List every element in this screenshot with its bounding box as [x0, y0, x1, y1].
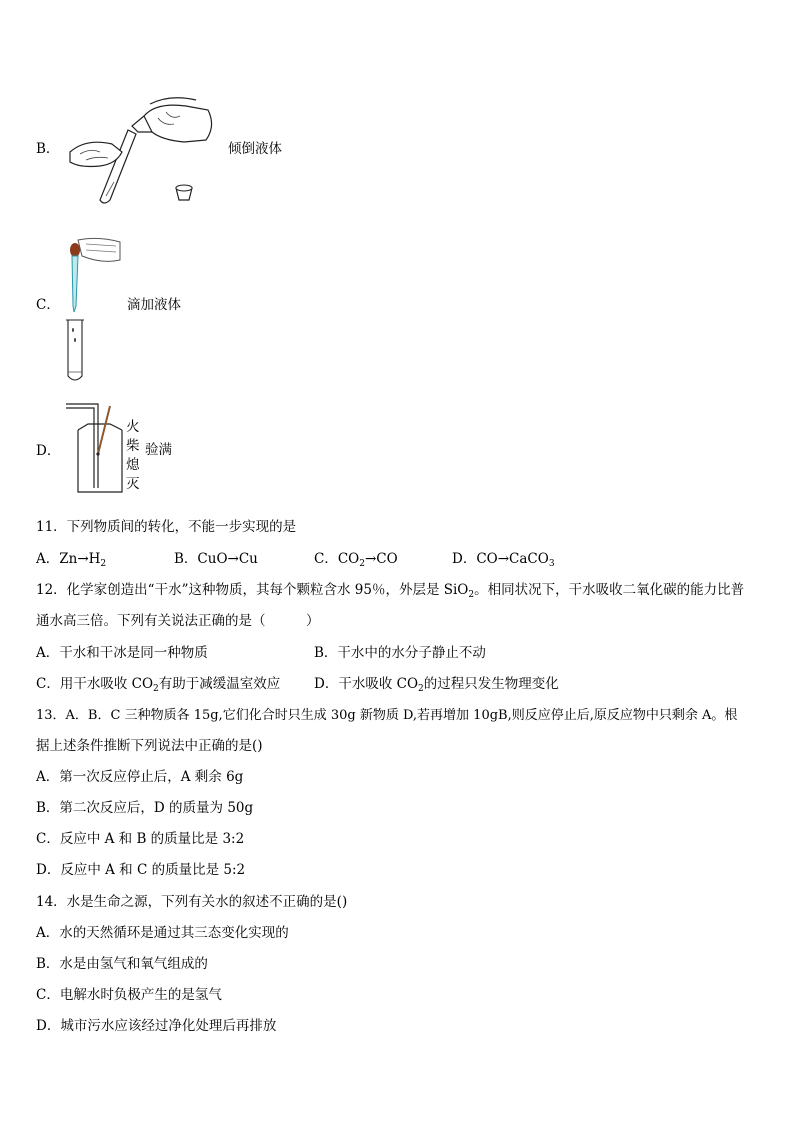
gas-bottle-illustration	[64, 400, 124, 496]
match-label-4: 灭	[126, 476, 140, 492]
q12-option-d: D．干水吸收 $CO_2$的过程只发生物理变化	[314, 676, 559, 694]
q12-option-a: A．干水和干冰是同一种物质	[36, 645, 208, 661]
q14-option-a: A．水的天然循环是通过其三态变化实现的	[36, 925, 289, 941]
option-d-label: D．	[36, 443, 61, 459]
match-label-1: 火	[126, 419, 140, 435]
option-b-caption: 倾倒液体	[228, 141, 282, 157]
q14-option-b: B．水是由氢气和氧气组成的	[36, 956, 208, 972]
question-13-stem-line1: 13．A．B．C 三种物质各 15g,它们化合时只生成 30g 新物质 D,若再增加 10gB,则反应停止后,原反应物中只剩余 A。根	[36, 708, 738, 723]
q13-option-a: A．第一次反应停止后，A 剩余 6g	[36, 769, 244, 785]
q12-option-c: C．用干水吸收 $CO_2$有助于减缓温室效应	[36, 676, 281, 694]
option-c-label: C．	[36, 297, 60, 313]
question-14-stem: 14．水是生命之源，下列有关水的叙述不正确的是()	[36, 894, 348, 910]
question-11-stem: 11．下列物质间的转化，不能一步实现的是	[36, 519, 297, 535]
question-12-stem-line2: 通水高三倍。下列有关说法正确的是（ ）	[36, 613, 320, 629]
q11-option-c: C．$CO_2\to CO$	[314, 551, 398, 569]
question-12-stem-line1: 12．化学家创造出“干水”这种物质，其每个颗粒含水 95％，外层是 SiO$_2$。相同状况下，干水吸收二氧化碳的能力比普	[36, 582, 745, 600]
dropper-illustration	[62, 234, 124, 384]
option-c-caption: 滴加液体	[127, 297, 181, 313]
option-d-caption: 验满	[145, 442, 172, 458]
q14-option-c: C．电解水时负极产生的是氢气	[36, 987, 222, 1003]
q11-option-d: D．CO→CaCO$_3$	[452, 551, 555, 569]
q13-option-b: B．第二次反应后，D 的质量为 50g	[36, 800, 254, 816]
q13-option-d: D．反应中 A 和 C 的质量比是 5:2	[36, 862, 246, 878]
q14-option-d: D．城市污水应该经过净化处理后再排放	[36, 1018, 277, 1034]
q12-option-b: B．干水中的水分子静止不动	[314, 645, 486, 661]
pouring-liquid-illustration	[66, 96, 226, 206]
option-b-label: B．	[36, 141, 60, 157]
match-label-2: 柴	[126, 438, 140, 454]
question-13-stem-line2: 据上述条件推断下列说法中正确的是()	[36, 738, 263, 754]
q11-option-b: B．CuO→Cu	[174, 551, 258, 567]
match-label-3: 熄	[126, 457, 140, 473]
q11-option-a: A．$Zn\to H_2$	[36, 551, 107, 569]
q13-option-c: C．反应中 A 和 B 的质量比是 3:2	[36, 831, 245, 847]
